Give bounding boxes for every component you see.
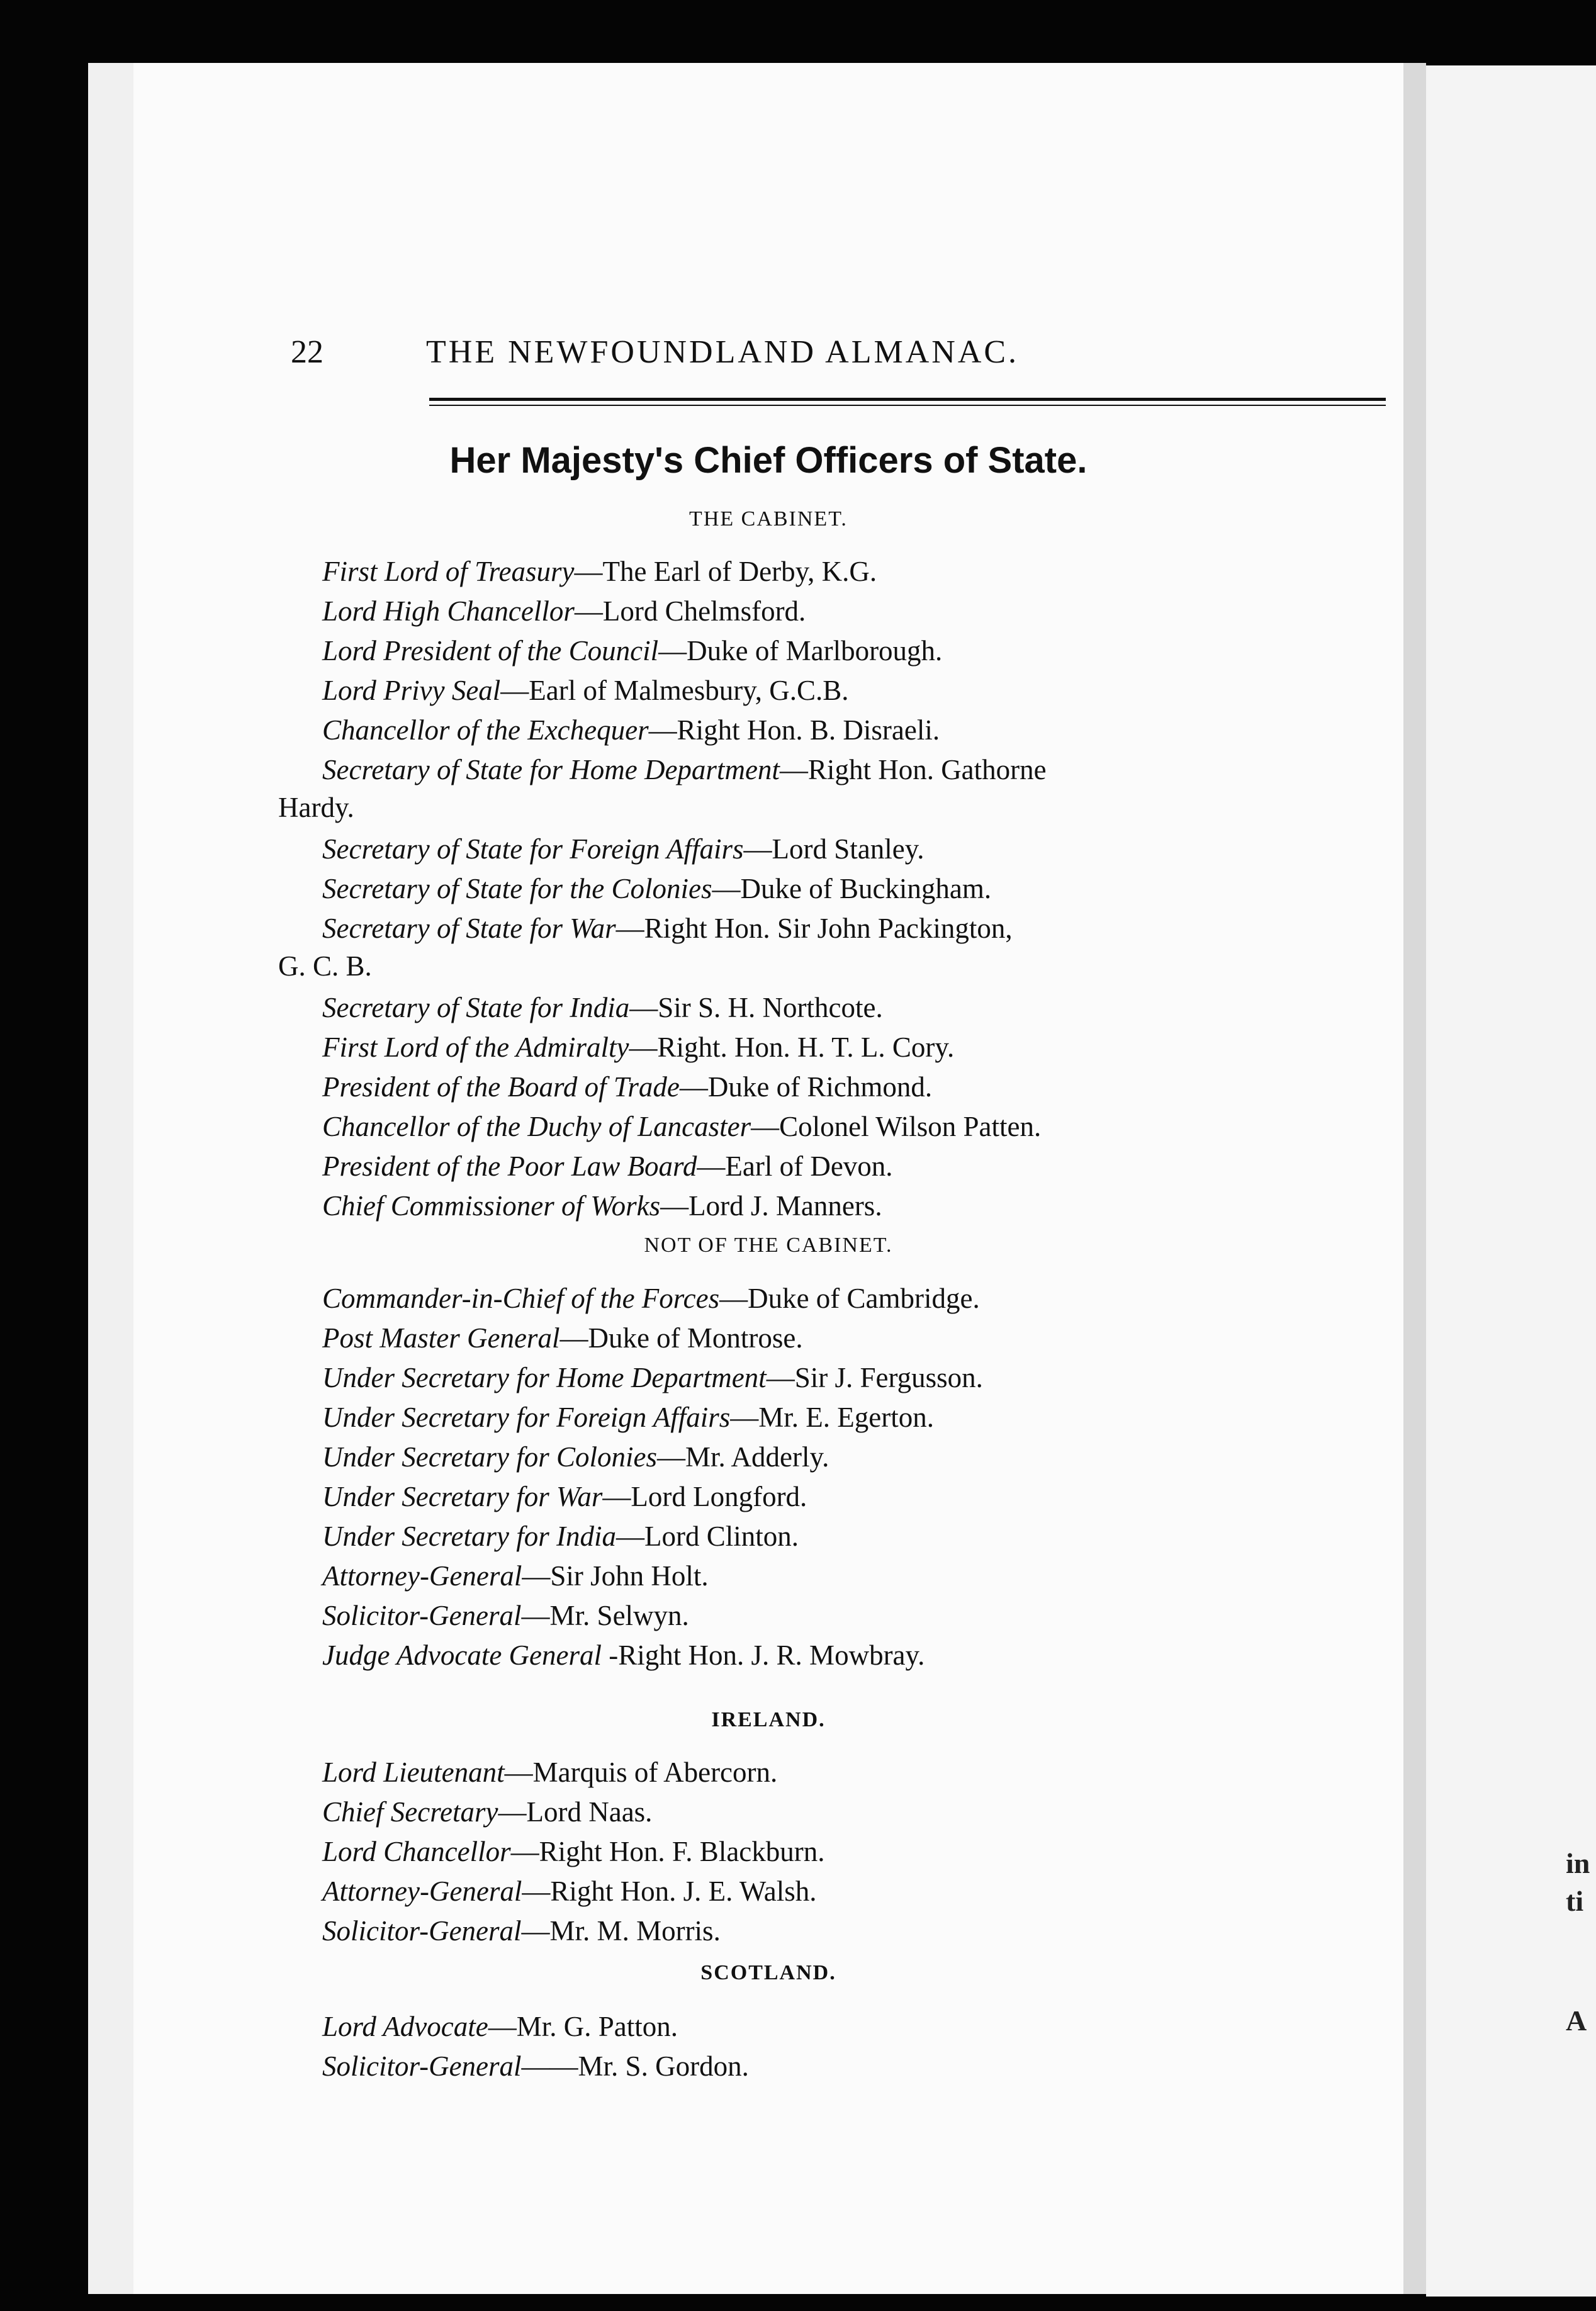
officer-entry [322, 672, 1392, 709]
section-heading: THE CABINET. [689, 507, 848, 531]
facing-fragment: in [1566, 1847, 1590, 1879]
office-title: Secretary of State for War [322, 913, 616, 944]
dash-separator: — [559, 1322, 588, 1354]
office-holder: Earl of Malmesbury, G.C.B. [529, 675, 849, 706]
facing-fragment: ti [1566, 1885, 1584, 1917]
office-holder: Duke of Montrose. [588, 1322, 803, 1354]
facing-fragment: A [1566, 2005, 1587, 2037]
officer-entry [322, 1793, 1392, 1831]
office-holder: Duke of Richmond. [707, 1071, 933, 1103]
office-title: Secretary of State for Foreign Affairs [322, 833, 744, 865]
office-title: Lord High Chancellor [322, 595, 575, 627]
dash-separator: — [522, 1560, 551, 1592]
officer-entry [322, 1912, 1392, 1950]
office-holder: Lord Stanley. [772, 833, 924, 865]
officer-entry [322, 1147, 1392, 1185]
officer-entry [322, 1319, 1392, 1357]
almanac-page [133, 63, 1403, 2294]
running-title: THE NEWFOUNDLAND ALMANAC. [426, 334, 1020, 370]
dash-separator: — [751, 1111, 780, 1142]
office-holder: Colonel Wilson Patten. [779, 1111, 1042, 1142]
office-title: Under Secretary for Colonies [322, 1441, 658, 1473]
officer-entry [322, 1872, 1392, 1910]
officer-entry [322, 1028, 1392, 1066]
office-holder: Lord Clinton. [644, 1521, 799, 1552]
office-title: President of the Board of Trade [322, 1071, 680, 1103]
dash-separator: — [629, 1032, 658, 1063]
left-page-strip [88, 63, 133, 2294]
office-holder: Mr. Adderly. [685, 1441, 829, 1473]
office-holder: Duke of Buckingham. [740, 873, 992, 904]
dash-separator: — [521, 1600, 550, 1631]
office-holder: Sir S. H. Northcote. [658, 992, 883, 1023]
officer-entry [322, 711, 1392, 749]
office-holder: Sir John Holt. [550, 1560, 709, 1592]
officer-entry [322, 1833, 1392, 1870]
office-holder: Lord J. Manners. [688, 1190, 882, 1222]
facing-page [1426, 65, 1596, 2297]
officer-entry [322, 1187, 1392, 1225]
office-title: Chief Secretary [322, 1796, 498, 1828]
office-holder: Right Hon. Gathorne [807, 754, 1047, 785]
dash-separator: — [712, 873, 741, 904]
dash-separator: — [522, 1875, 551, 1907]
dash-separator: — [498, 1796, 527, 1828]
officer-entry [322, 592, 1392, 630]
office-holder: Lord Chelmsford. [602, 595, 806, 627]
officer-entry [278, 909, 1392, 985]
office-holder: Mr. G. Patton. [516, 2011, 678, 2042]
officer-entry [322, 2047, 1392, 2085]
office-holder: Earl of Devon. [725, 1150, 893, 1182]
dash-separator: - [602, 1639, 619, 1671]
office-title: Attorney-General [322, 1875, 522, 1907]
officer-entry [322, 1597, 1392, 1634]
office-title: President of the Poor Law Board [322, 1150, 697, 1182]
dash-separator: — [679, 1071, 708, 1103]
officer-entry [322, 830, 1392, 868]
dash-separator: — [521, 1915, 550, 1947]
officer-entry [322, 1478, 1392, 1515]
officer-entry [322, 1636, 1392, 1674]
officer-entry [322, 1753, 1392, 1791]
officer-entry [278, 751, 1392, 826]
office-holder: Mr. M. Morris. [549, 1915, 721, 1947]
officer-entry [322, 553, 1392, 590]
officer-entry [322, 1108, 1392, 1145]
office-title: Chancellor of the Duchy of Lancaster [322, 1111, 751, 1142]
office-title: Chief Commissioner of Works [322, 1190, 661, 1222]
header-rule-thick [429, 398, 1386, 401]
dash-separator: — [697, 1150, 726, 1182]
office-title: First Lord of the Admiralty [322, 1032, 629, 1063]
dash-separator: — [574, 556, 603, 587]
section-heading: IRELAND. [711, 1708, 826, 1731]
dash-separator: — [510, 1836, 539, 1867]
page-title: Her Majesty's Chief Officers of State. [449, 440, 1087, 481]
office-title: Under Secretary for India [322, 1521, 616, 1552]
office-title: Solicitor-General [322, 1600, 522, 1631]
office-holder: Right Hon. F. Blackburn. [539, 1836, 825, 1867]
office-title: Lord President of the Council [322, 635, 659, 666]
office-title: Secretary of State for India [322, 992, 630, 1023]
office-title: Lord Privy Seal [322, 675, 501, 706]
running-head [133, 334, 1403, 378]
dash-separator: — [504, 1757, 533, 1788]
office-holder: Right Hon. Sir John Packington, [644, 913, 1013, 944]
dash-separator: — [766, 1362, 795, 1393]
page-number: 22 [291, 334, 323, 370]
office-title: Attorney-General [322, 1560, 522, 1592]
officer-entry [322, 1557, 1392, 1595]
entry-continuation: G. C. B. [278, 950, 372, 982]
office-holder: Right Hon. J. E. Walsh. [550, 1875, 817, 1907]
office-holder: Mr. Selwyn. [549, 1600, 689, 1631]
office-title: Under Secretary for Foreign Affairs [322, 1402, 731, 1433]
dash-separator: — [648, 714, 677, 746]
dash-separator: — [730, 1402, 759, 1433]
office-title: Lord Chancellor [322, 1836, 511, 1867]
dash-separator: — [602, 1481, 631, 1512]
office-title: First Lord of Treasury [322, 556, 575, 587]
officer-entry [322, 1398, 1392, 1436]
office-title: Secretary of State for Home Department [322, 754, 780, 785]
office-holder: Right Hon. B. Disraeli. [677, 714, 940, 746]
office-holder: Lord Longford. [631, 1481, 807, 1512]
dash-separator: — [488, 2011, 517, 2042]
officer-entry [322, 870, 1392, 908]
dash-separator: — [657, 1441, 686, 1473]
office-holder: Duke of Cambridge. [748, 1283, 980, 1314]
dash-separator: — [616, 1521, 644, 1552]
dash-separator: — [719, 1283, 748, 1314]
office-holder: Lord Naas. [526, 1796, 653, 1828]
officer-entry [322, 989, 1392, 1026]
entry-continuation: Hardy. [278, 792, 354, 823]
office-holder: Duke of Marlborough. [687, 635, 943, 666]
section-heading: SCOTLAND. [700, 1961, 836, 1984]
dash-separator: — [779, 754, 808, 785]
dash-separator: — [500, 675, 529, 706]
office-holder: Mr. S. Gordon. [578, 2050, 749, 2082]
office-holder: Sir J. Fergusson. [794, 1362, 983, 1393]
office-holder: Right Hon. J. R. Mowbray. [618, 1639, 925, 1671]
page-edge [1403, 63, 1426, 2294]
office-title: Chancellor of the Exchequer [322, 714, 649, 746]
dash-separator: — [660, 1190, 689, 1222]
office-title: Judge Advocate General [322, 1639, 602, 1671]
office-holder: Mr. E. Egerton. [758, 1402, 934, 1433]
officer-entry [322, 1068, 1392, 1106]
office-title: Solicitor-General [322, 2050, 522, 2082]
dash-separator: — [574, 595, 603, 627]
officer-entry [322, 1438, 1392, 1476]
officer-entry [322, 632, 1392, 670]
office-holder: Right. Hon. H. T. L. Cory. [657, 1032, 955, 1063]
dash-separator: — [615, 913, 644, 944]
office-holder: Marquis of Abercorn. [532, 1757, 778, 1788]
office-title: Lord Advocate [322, 2011, 488, 2042]
officer-entry [322, 2008, 1392, 2045]
header-rule-thin [429, 405, 1386, 406]
office-title: Commander-in-Chief of the Forces [322, 1283, 720, 1314]
office-holder: The Earl of Derby, K.G. [602, 556, 877, 587]
dash-separator: — [629, 992, 658, 1023]
officer-entry [322, 1517, 1392, 1555]
officer-entry [322, 1359, 1392, 1397]
section-heading: NOT OF THE CABINET. [644, 1234, 893, 1257]
office-title: Post Master General [322, 1322, 560, 1354]
office-title: Under Secretary for Home Department [322, 1362, 767, 1393]
office-title: Lord Lieutenant [322, 1757, 505, 1788]
dash-separator: — [658, 635, 687, 666]
office-title: Under Secretary for War [322, 1481, 603, 1512]
office-title: Solicitor-General [322, 1915, 522, 1947]
office-title: Secretary of State for the Colonies [322, 873, 712, 904]
dash-separator: —— [521, 2050, 578, 2082]
officer-entry [322, 1279, 1392, 1317]
dash-separator: — [743, 833, 772, 865]
